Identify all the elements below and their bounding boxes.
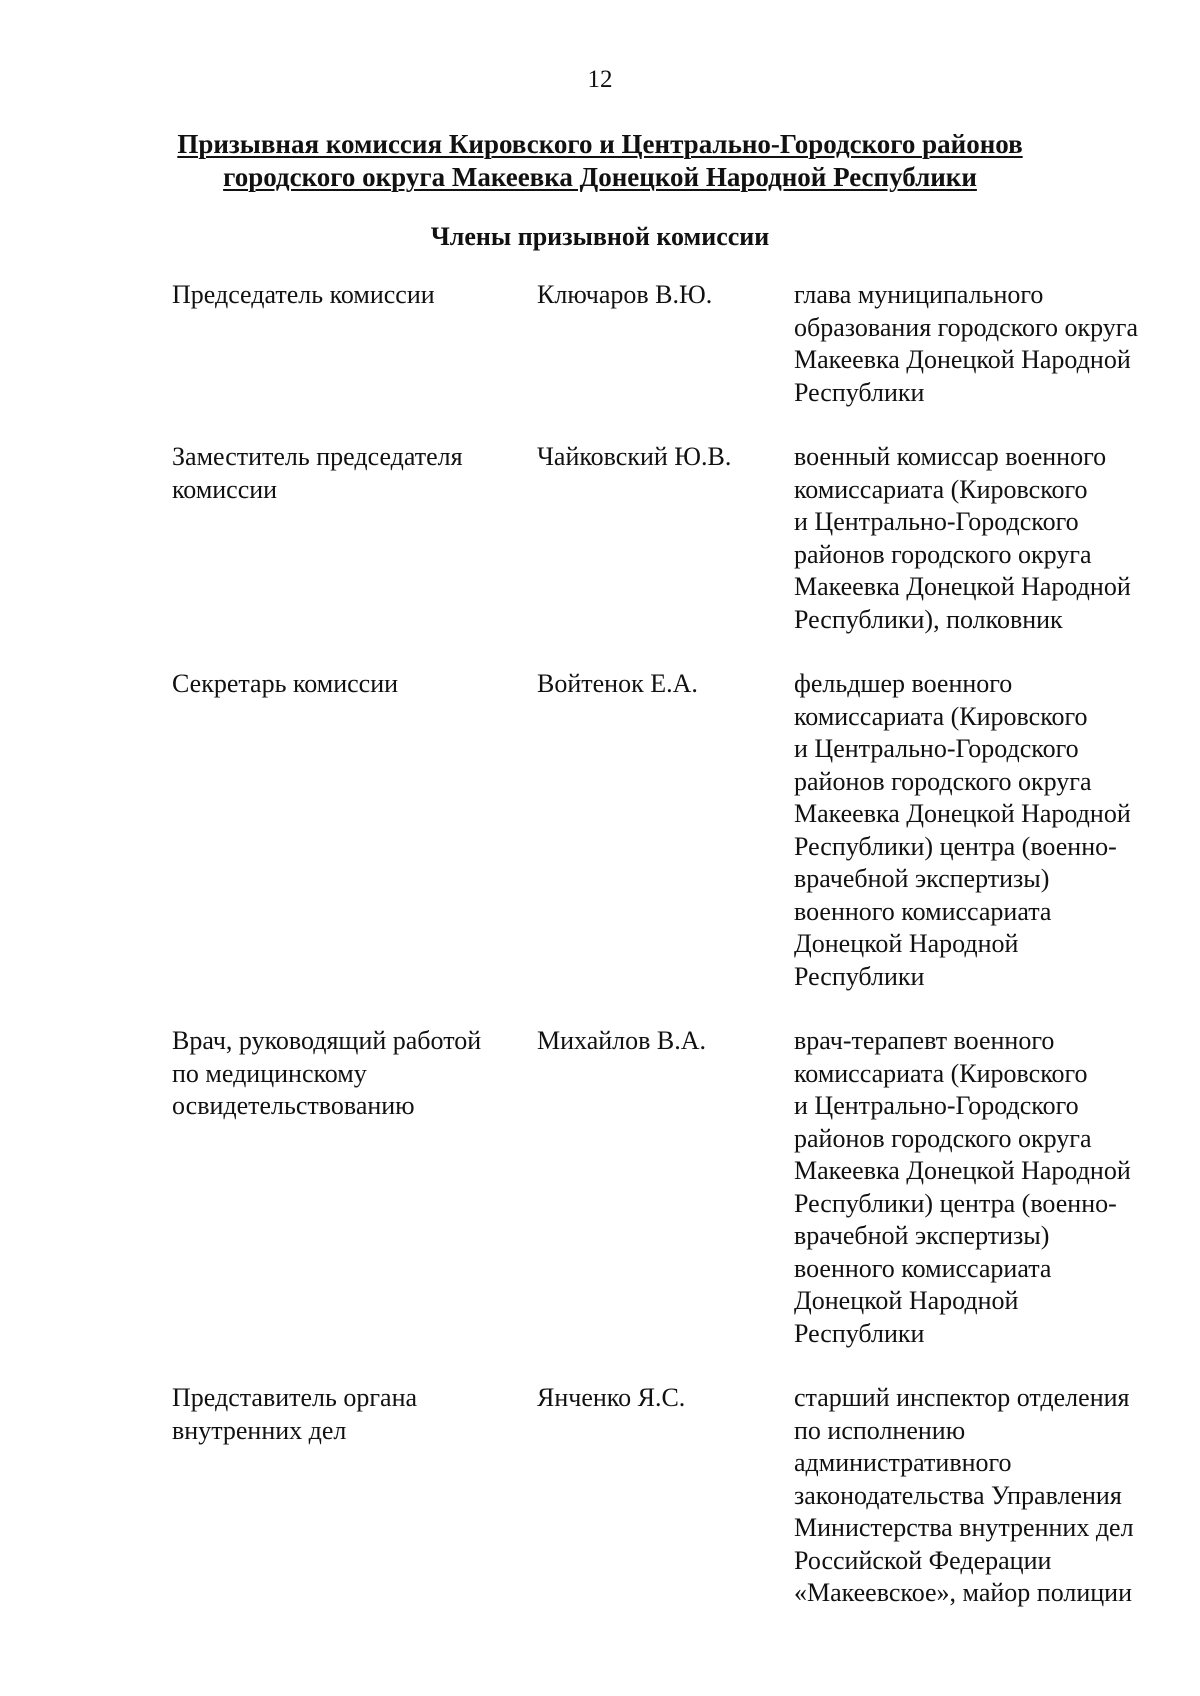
member-name: Янченко Я.С.: [537, 1383, 686, 1412]
member-row: [172, 441, 1182, 636]
member-role: Председатель комиссии: [172, 280, 435, 309]
member-position: военный комиссар военного комиссариата (Кировского и Центрально-Городского районов городского округа Макеевка Донецкой Народной Республики), полковник: [794, 442, 1131, 634]
member-position: врач-терапевт военного комиссариата (Кировского и Центрально-Городского районов городского округа Макеевка Донецкой Народной Республики) центра (военно- врачебной экспертизы) военного комиссариата Донецкой Народной Республики: [794, 1026, 1131, 1348]
section-heading: Члены призывной комиссии: [430, 222, 770, 251]
member-name: Войтенок Е.А.: [537, 669, 698, 698]
member-row: [172, 1025, 1182, 1350]
member-role: Врач, руководящий работой по медицинскому освидетельствованию: [172, 1026, 482, 1120]
member-name: Чайковский Ю.В.: [537, 442, 732, 471]
member-name: Ключаров В.Ю.: [537, 280, 713, 309]
member-position: глава муниципального образования городского округа Макеевка Донецкой Народной Республики: [794, 280, 1139, 407]
member-role: Представитель органа внутренних дел: [172, 1383, 418, 1445]
document-title: [100, 128, 1100, 194]
members-list: [172, 279, 1182, 1610]
title-line-2: городского округа Макеевка Донецкой Народной Республики: [223, 162, 977, 192]
member-row: [172, 279, 1182, 409]
title-line-1: Призывная комиссия Кировского и Центрально-Городского районов: [177, 129, 1023, 159]
member-role: Заместитель председателя комиссии: [172, 442, 463, 504]
member-row: [172, 668, 1182, 993]
page-number: 12: [587, 66, 613, 93]
member-position: старший инспектор отделения по исполнению административного законодательства Управления Министерства внутренних дел Российской Федерации «Макеевское», майор полиции: [794, 1383, 1134, 1607]
member-name: Михайлов В.А.: [537, 1026, 707, 1055]
member-role: Секретарь комиссии: [172, 669, 399, 698]
member-position: фельдшер военного комиссариата (Кировского и Центрально-Городского районов городского округа Макеевка Донецкой Народной Республики) центра (военно- врачебной экспертизы) военного комиссариата Донецкой Народной Республики: [794, 669, 1131, 991]
member-row: [172, 1382, 1182, 1610]
